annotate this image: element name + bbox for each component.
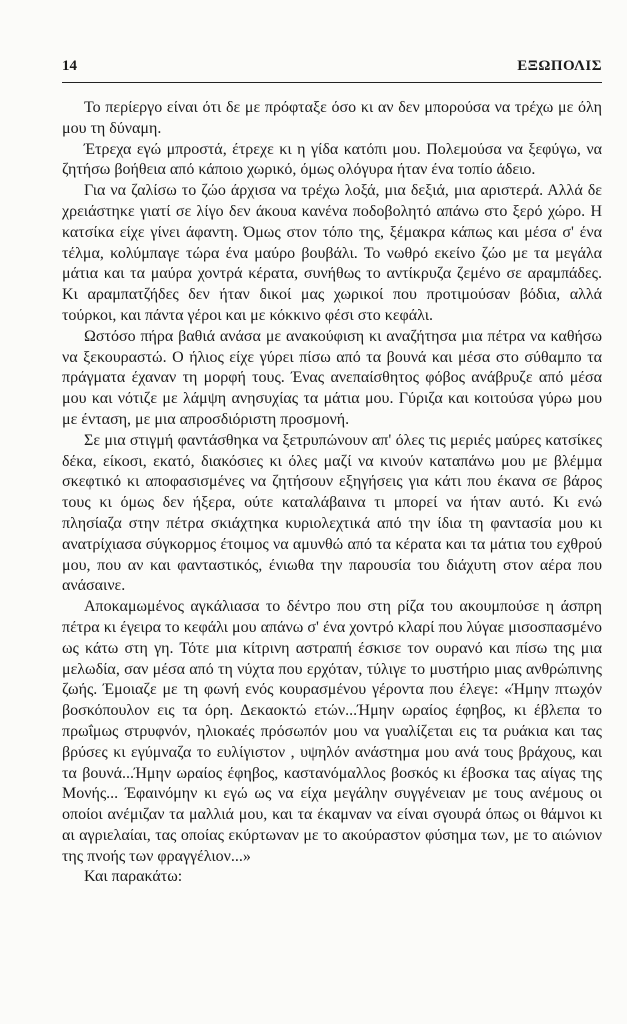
running-title: ΕΞΩΠΟΛΙΣ: [517, 58, 602, 74]
paragraph: Ωστόσο πήρα βαθιά ανάσα με ανακούφιση κι αναζήτησα μια πέτρα να καθήσω να ξεκουραστώ. Ο ήλιος είχε γύρει πίσω από τα βουνά και μέσα στο σύθαμπο τα πράγματα έχαναν τη μορφή τους. Ένας ανεπαίσθητος φόβος ανάβρυζε από μέσα μου και νότιζε με λάμψη ανησυχίας τα μάτια μου. Γύριζα και κοιτούσα γύρω μου με ένταση, με μια απροσδιόριστη προσμονή.: [62, 327, 602, 428]
paragraph: Και παρακάτω:: [84, 868, 183, 886]
paragraph: Το περίεργο είναι ότι δε με πρόφταξε όσο κι αν δεν μπορούσα να τρέχω με όλη μου τη δύναμη.: [62, 99, 602, 137]
paragraph: Για να ζαλίσω το ζώο άρχισα να τρέχω λοξά, μια δεξιά, μια αριστερά. Αλλά δε χρειάστηκε γιατί σε λίγο δεν άκουα κανένα ποδοβολητό απάνω στο ξερό χώρο. Η κατσίκα είχε γίνει άφαντη. Όμως στον τόπο της, ξέμακρα κάπως και μέσα σ' ένα τέλμα, κολύμπαγε τώρα ένα μαύρο βουβάλι. Το νωθρό εκείνο ζώο με τα μεγάλα μάτια και τα μαύρα χοντρά κέρατα, συνήθως το αντίκρυζα ζεμένο σε αραμπάδες. Κι αραμπατζήδες δεν ήταν δικοί μας χωρικοί που προτιμούσαν βόδια, αλλά τούρκοι, και πάντα γέροι και με κόκκινο φέσι στο κεφάλι.: [62, 182, 602, 324]
paragraph: Αποκαμωμένος αγκάλιασα το δέντρο που στη ρίζα του ακουμπούσε η άσπρη πέτρα κι έγειρα το κεφάλι μου απάνω σ' ένα χοντρό κλαρί που λύγαε μισοσπασμένο ως κάτω στη γη. Τότε μια κίτρινη αστραπή έσκισε τον ουρανό και πίσω της μια μελωδία, σαν μέσα από τη νύχτα που ερχόταν, τύλιγε το μυστήριο μιας ανθρώπινης ζωής. Έμοιαζε με τη φωνή ενός κουρασμένου γέροντα που έλεγε: «Ήμην πτωχόν βοσκόπουλον εις τα όρη. Δεκαοκτώ ετών...Ήμην ωραίος έφηβος, κι έβλεπα το πρωΐμως στρυφνόν, ηλιοκαές πρόσωπόν μου να γυαλίζεται εις τα ρυάκια και τας βρύσες κι εγύμναζα το ευλίγιστον , υψηλόν ανάστημα μου ανά τους βράχους, και τα βουνά...Ήμην ωραίος έφηβος, καστανόμαλλος βοσκός κι έβοσκα τας αίγας της Μονής... Έφαινόμην κι εγώ ως να είχα μεγάλην συγγένειαν με τους ανέμους οι οποίοι ανέμιζαν τα μαλλιά μου, και τα έκαμναν να είναι σγουρά όπως οι θάμνοι κι αι αγριελαίαι, τας οποίας εκύρτωναν με το ακούραστον φύσημα των, με το αιώνιον της πνοής των φραγγέλιον...»: [62, 598, 602, 865]
header-rule: [62, 82, 602, 83]
paragraph: Σε μια στιγμή φαντάσθηκα να ξετρυπώνουν απ' όλες τις μεριές μαύρες κατσίκες δέκα, είκοσι, εκατό, διακόσιες κι όλες μαζί να κινούν καταπάνω μου με βλέμμα σκεφτικό κι αποφασισμένες να ζητήσουν εξηγήσεις για κάτι που έκανα σε βάρος τους κι όμως δεν ήξερα, ούτε καταλάβαινα τι μπορεί να ήταν αυτό. Κι ενώ πλησίαζα στην πέτρα σκιάχτηκα κυριολεχτικά από την ίδια τη φαντασία μου κι ανατρίχιασα σύγκορμος έτοιμος να αμυνθώ από τα κέρατα και τα μάτια του εχθρού μου, που αν και φανταστικός, ένιωθα την παρουσία του διάχυτη στον αέρα που ανάσαινε.: [62, 431, 602, 595]
body-text: [62, 98, 602, 888]
page-header: [62, 58, 602, 80]
paragraph: Έτρεχα εγώ μπροστά, έτρεχε κι η γίδα κατόπι μου. Πολεμούσα να ξεφύγω, να ζητήσω βοήθεια από κάποιο χωρικό, όμως ολόγυρα ήταν ένα τοπίο άδειο.: [62, 140, 602, 179]
page-number: 14: [62, 58, 77, 74]
